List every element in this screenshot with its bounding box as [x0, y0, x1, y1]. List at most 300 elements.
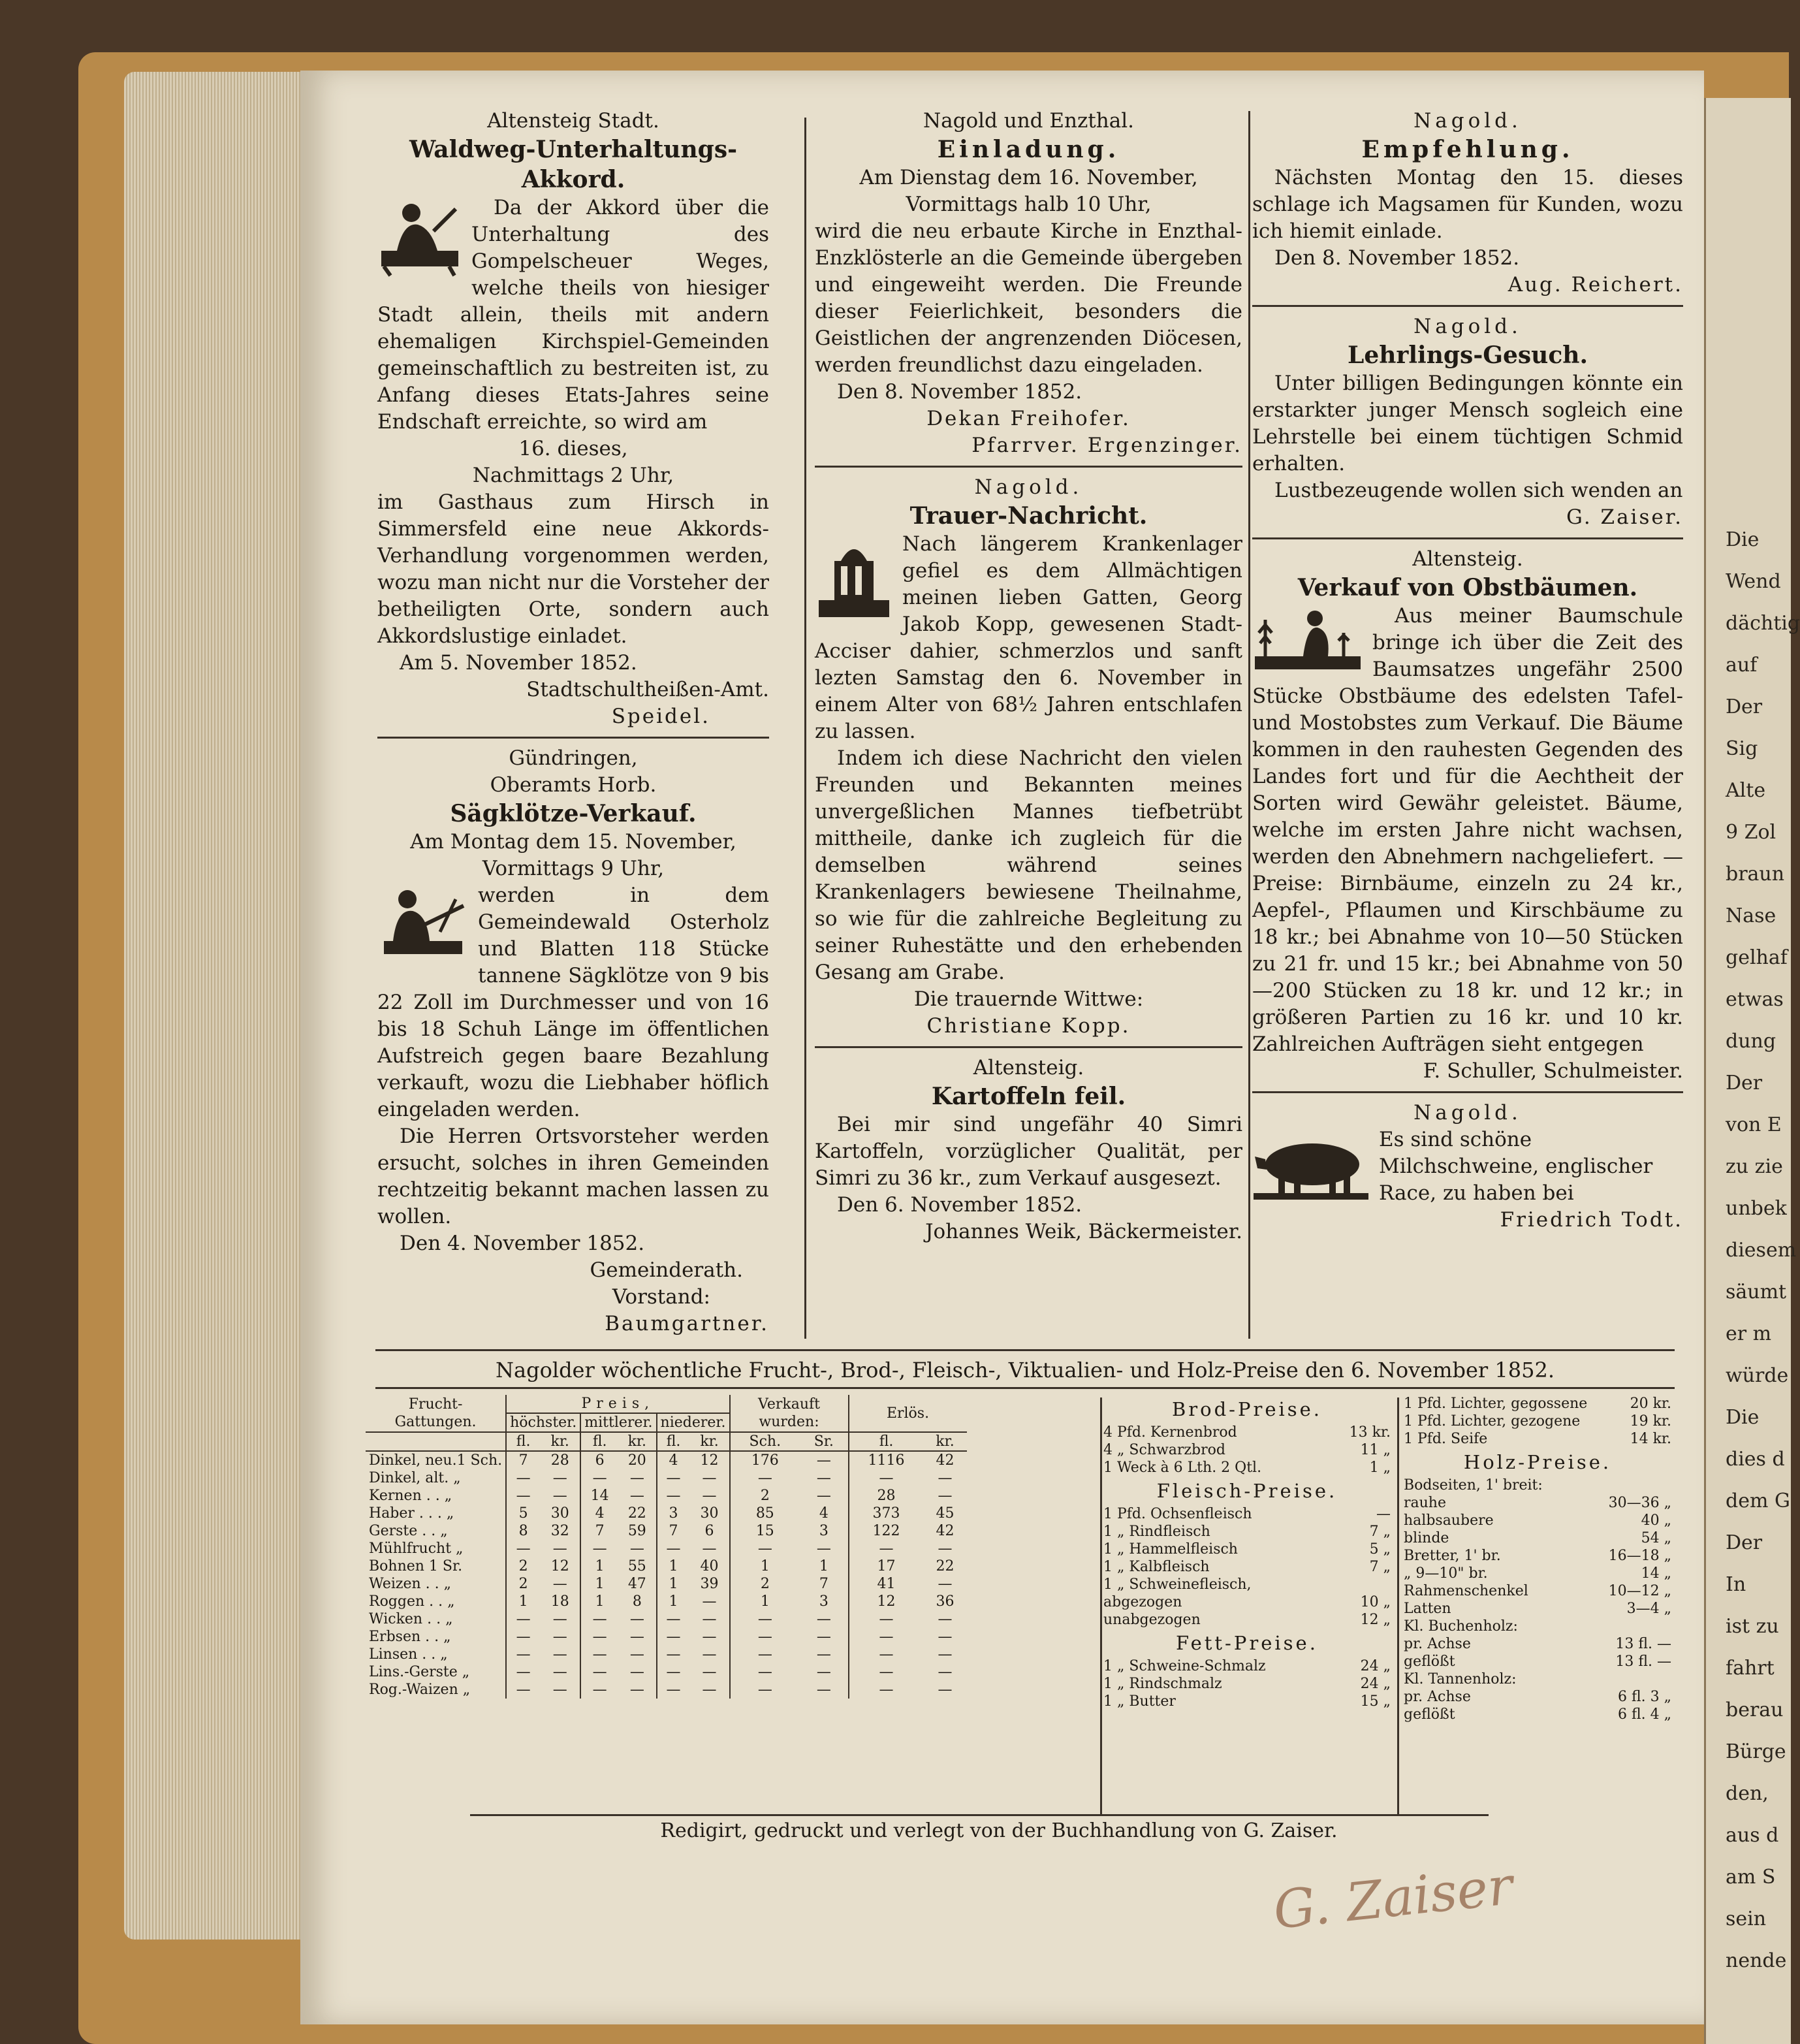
price-cell: 12 — [849, 1593, 924, 1610]
price-value: 7 „ — [1369, 1559, 1391, 1575]
market-heading: Nagolder wöchentliche Frucht-, Brod-, Fleisch-, Viktualien- und Holz-Preise den 6. November 1852. — [496, 1358, 1555, 1382]
unit-cell: Sr. — [800, 1432, 848, 1451]
price-cell: — — [629, 1664, 644, 1680]
price-cell: — — [730, 1628, 800, 1646]
price-cell: — — [657, 1646, 690, 1663]
table-row — [366, 1663, 967, 1681]
price-cell: — — [938, 1682, 953, 1698]
price-cell: — — [702, 1629, 717, 1645]
price-cell: — — [657, 1628, 690, 1646]
next-page-word: zu zie — [1726, 1155, 1783, 1178]
price-cell: 12 — [550, 1558, 569, 1574]
notice-body: Aus meiner Baumschule bringe ich über die Zeit des Baumsatzes ungefähr 2500 Stücke Obstbäume des edelsten Tafel- und Mostobstes zum Verkauf. Die Bäume kommen in den rauhesten Gegenden des Landes fort und für die Aechtheit der Sorten wird Gewähr geleistet. Bäume, welche im ersten Jahre nicht wachsen, werden den Abnehmern nachgeliefert. — Preise: Birnbäume, einzeln zu 24 kr., Aepfel-, Pflaumen und Kirschbäume zu 18 kr.; bei Abnahme von 10—50 Stücken zu 21 fr. und 15 kr.; bei Abnahme von 50—200 Stücken zu 18 kr. und 12 kr.; in größeren Partien zu 16 kr. und 10 kr. Zahlreichen Aufträgen sieht entgegen — [1252, 604, 1683, 1056]
price-value: 30—36 „ — [1608, 1495, 1671, 1511]
price-cell: 1 — [730, 1557, 800, 1575]
notice-title: Kartoffeln feil. — [931, 1083, 1126, 1110]
grain-name: Erbsen . . „ — [369, 1629, 451, 1645]
price-cell: — — [580, 1681, 618, 1699]
notice-dateline: Den 8. November 1852. — [837, 380, 1082, 404]
price-value: 12 „ — [1360, 1612, 1391, 1628]
table-row — [366, 1610, 967, 1628]
price-cell: 4 — [580, 1505, 618, 1522]
price-label: rauhe — [1404, 1495, 1446, 1511]
next-page-word: am S — [1726, 1866, 1776, 1889]
unit-cell: fl. — [580, 1432, 618, 1451]
next-page-word: Wend — [1726, 570, 1781, 593]
price-label: Bretter, 1' br. — [1404, 1548, 1501, 1564]
price-cell: — — [702, 1470, 717, 1486]
price-cell: — — [816, 1541, 831, 1557]
price-item — [1404, 1653, 1671, 1670]
table-row — [366, 1469, 967, 1487]
table-rule — [1100, 1397, 1102, 1815]
notice-time: Nachmittags 2 Uhr, — [472, 464, 674, 487]
next-page-word: unbek — [1726, 1197, 1787, 1220]
notice-office: Gemeinderath. — [590, 1258, 743, 1282]
price-value: 54 „ — [1641, 1530, 1671, 1546]
notice-body: wird die neu erbaute Kirche in Enzthal-Enzklösterle an die Gemeinde übergeben und eingeweiht werden. Die Freunde dieser Feierlichkeit, besonders die Geistlichen der angrenzenden Diöcesen, werden freundlichst dazu eingeladen. — [815, 219, 1242, 377]
holz-list — [1404, 1477, 1671, 1723]
price-cell: 40 — [700, 1558, 719, 1574]
notice-body: Nächsten Montag den 15. dieses schlage ich Magsamen für Kunden, wozu ich hiemit einlade. — [1252, 166, 1683, 243]
price-cell: 7 — [819, 1576, 829, 1592]
price-cell: 45 — [936, 1505, 955, 1522]
price-cell: — — [657, 1469, 690, 1487]
price-value: 24 „ — [1360, 1658, 1391, 1674]
grain-name: Dinkel, alt. „ — [369, 1470, 461, 1486]
price-cell: — — [938, 1646, 953, 1663]
price-cell: — — [702, 1664, 717, 1680]
notice-body: Es sind schöne Milchschweine, englischer Race, zu haben bei — [1379, 1128, 1653, 1205]
column-2 — [815, 108, 1242, 1245]
grain-name: Gerste . . „ — [369, 1523, 448, 1539]
price-cell: 18 — [550, 1593, 569, 1610]
price-cell: — — [657, 1610, 690, 1628]
price-item — [1103, 1675, 1391, 1693]
grain-name: Wicken . . „ — [369, 1611, 453, 1627]
notice-body-2: Lustbezeugende wollen sich wenden an — [1274, 479, 1683, 502]
price-label: geflößt — [1404, 1706, 1455, 1723]
price-cell: — — [506, 1646, 540, 1663]
price-cell: — — [702, 1682, 717, 1698]
handwritten-signature: G. Zaiser — [1271, 1855, 1516, 1941]
price-label: 4 Pfd. Kernenbrod — [1103, 1424, 1237, 1441]
price-cell: — — [580, 1663, 618, 1681]
price-label: 1 Pfd. Lichter, gegossene — [1404, 1396, 1588, 1412]
price-value: 1 „ — [1369, 1460, 1391, 1476]
next-page-word: er m — [1726, 1322, 1772, 1345]
price-value: 24 „ — [1360, 1676, 1391, 1692]
price-item — [1404, 1395, 1671, 1413]
notice-signature: Pfarrver. Ergenzinger. — [971, 434, 1242, 457]
divider — [1252, 537, 1683, 539]
price-cell: 2 — [730, 1575, 800, 1593]
next-page-word: diesem — [1726, 1239, 1797, 1262]
price-cell: — — [938, 1611, 953, 1627]
price-label: 1 „ Schweinefleisch, — [1103, 1576, 1252, 1593]
brod-list — [1103, 1424, 1391, 1477]
price-item — [1404, 1547, 1671, 1565]
table-row — [366, 1593, 967, 1610]
price-cell: 2 — [506, 1557, 540, 1575]
price-cell: 22 — [627, 1505, 646, 1522]
table-row — [366, 1522, 967, 1540]
price-cell: — — [552, 1629, 567, 1645]
table-rule — [1397, 1397, 1399, 1815]
notice-title: Empfehlung. — [1361, 136, 1574, 163]
price-value: 11 „ — [1360, 1442, 1391, 1458]
price-item — [1103, 1505, 1391, 1523]
unit-cell: kr. — [690, 1432, 730, 1451]
grain-name: Lins.-Gerste „ — [369, 1664, 470, 1680]
price-cell: — — [849, 1628, 924, 1646]
price-item — [1404, 1600, 1671, 1618]
price-cell: — — [938, 1576, 953, 1592]
unit-cell: kr. — [540, 1432, 580, 1451]
imprint: Redigirt, gedruckt und verlegt von der Buchhandlung von G. Zaiser. — [660, 1819, 1338, 1842]
price-item — [1404, 1529, 1671, 1547]
col-fruit: Frucht-Gattungen. — [366, 1395, 506, 1432]
price-cell: — — [506, 1487, 540, 1505]
price-cell: — — [506, 1663, 540, 1681]
funeral-urn-icon — [815, 535, 893, 620]
price-item — [1103, 1523, 1391, 1541]
price-cell: 42 — [936, 1452, 955, 1469]
food-prices — [1103, 1395, 1391, 1710]
price-cell: 3 — [819, 1523, 829, 1539]
price-item — [1404, 1565, 1671, 1582]
notice-text — [377, 195, 769, 436]
notice-body: Unter billigen Bedingungen könnte ein erstarkter junger Mensch sogleich eine Lehrstelle bei einem tüchtigen Schmid erhalten. — [1252, 372, 1683, 475]
price-value: 10 „ — [1360, 1594, 1391, 1610]
price-value: 13 kr. — [1349, 1424, 1391, 1441]
price-label: blinde — [1404, 1530, 1449, 1546]
price-label: Kl. Buchenholz: — [1404, 1618, 1518, 1635]
price-item — [1404, 1582, 1671, 1600]
price-value: 6 fl. 4 „ — [1617, 1706, 1671, 1723]
price-label: 4 „ Schwarzbrod — [1103, 1442, 1225, 1458]
price-item — [1404, 1688, 1671, 1706]
next-page-word: dies d — [1726, 1448, 1785, 1471]
price-cell: 17 — [849, 1557, 924, 1575]
price-cell: — — [552, 1541, 567, 1557]
price-value: 14 „ — [1641, 1565, 1671, 1582]
price-item — [1404, 1413, 1671, 1430]
price-cell: 1 — [657, 1575, 690, 1593]
price-cell: 3 — [657, 1505, 690, 1522]
column-rule-1 — [804, 118, 806, 1339]
price-cell: — — [816, 1629, 831, 1645]
price-cell: — — [938, 1488, 953, 1504]
price-cell: — — [506, 1610, 540, 1628]
price-cell: — — [552, 1646, 567, 1663]
price-cell: 176 — [730, 1451, 800, 1469]
table-row — [366, 1628, 967, 1646]
price-item — [1103, 1611, 1391, 1629]
table-row — [366, 1451, 967, 1469]
notice-body: Nach längerem Krankenlager gefiel es dem Allmächtigen meinen lieben Gatten, Georg Jakob Kopp, gewesenen Stadt-Acciser dahier, schmerzlos und sanft lezten Samstag den 6. November in einem Alter von 68½ Jahren entschlafen zu lassen. — [815, 532, 1242, 743]
notice-body: werden in dem Gemeindewald Osterholz und Blatten 118 Stücke tannene Sägklötze von 9 bis 22 Zoll im Durchmesser und von 16 bis 18 Schuh Länge im öffentlichen Aufstreich gegen baare Bezahlung verkauft, wozu die Liebhaber höflich eingeladen werden. — [377, 884, 769, 1121]
grain-name: Linsen . . „ — [369, 1646, 448, 1663]
price-cell: 47 — [627, 1576, 646, 1592]
next-page-word: In — [1726, 1573, 1746, 1596]
notice-place: Altensteig Stadt. — [487, 109, 659, 133]
notice-text — [815, 531, 1242, 745]
price-cell: — — [506, 1540, 540, 1557]
imprint-rule — [470, 1814, 1489, 1816]
price-cell: — — [702, 1488, 717, 1504]
table-head-rule — [375, 1387, 1675, 1389]
next-page-fragment — [1704, 98, 1800, 2044]
price-cell: — — [702, 1593, 717, 1610]
notice-place: Nagold. — [1413, 109, 1522, 133]
notice-title: Waldweg-Unterhaltungs-Akkord. — [409, 136, 738, 193]
next-page-word: Der — [1726, 1531, 1763, 1554]
price-value: 10—12 „ — [1608, 1583, 1671, 1599]
price-label: Latten — [1404, 1601, 1451, 1617]
divider — [815, 1046, 1242, 1048]
unit-cell: kr. — [618, 1432, 656, 1451]
notice-signature: G. Zaiser. — [1566, 505, 1683, 529]
price-cell: — — [938, 1470, 953, 1486]
notice-place: Nagold. — [1413, 315, 1522, 338]
price-item — [1404, 1430, 1671, 1448]
price-cell: — — [816, 1611, 831, 1627]
next-page-word: würde — [1726, 1364, 1789, 1387]
notice-place: Nagold. — [974, 475, 1083, 499]
notice-signature: Dekan Freihofer. — [926, 407, 1131, 430]
next-page-word: nende — [1726, 1949, 1787, 1972]
fleisch-list — [1103, 1505, 1391, 1629]
notice-place: Altensteig. — [973, 1056, 1084, 1079]
price-cell: 85 — [730, 1505, 800, 1522]
next-page-word: gelhaf — [1726, 946, 1788, 969]
price-label: 1 „ Rindschmalz — [1103, 1676, 1222, 1692]
price-cell: 6 — [580, 1451, 618, 1469]
notice-body-2: Indem ich diese Nachricht den vielen Freunden und Bekannten meines unvergeßlichen Mannes tiefbetrübt mittheile, danke ich zugleich für die demselben während seines Krankenlagers bewiesene Theilnahme, so wie für die zahlreiche Begleitung zu seiner Ruhestätte und den erhebenden Gesang am Grabe. — [815, 746, 1242, 984]
price-cell: — — [849, 1646, 924, 1663]
next-page-word: Alte — [1726, 779, 1766, 802]
notice-signature: Johannes Weik, Bäckermeister. — [925, 1220, 1242, 1243]
grain-name: Dinkel, neu.1 Sch. — [369, 1452, 503, 1469]
next-page-word: fahrt — [1726, 1657, 1775, 1680]
unit-cell: fl. — [657, 1432, 690, 1451]
col-price: Preis, — [506, 1395, 729, 1413]
notice-signature: Die trauernde Wittwe: — [913, 987, 1144, 1011]
holz-heading: Holz-Preise. — [1463, 1451, 1612, 1473]
price-cell: — — [816, 1646, 831, 1663]
price-item — [1103, 1693, 1391, 1710]
price-cell: 59 — [627, 1523, 646, 1539]
table-row — [366, 1505, 967, 1522]
notice-body-2: im Gasthaus zum Hirsch in Simmersfeld eine neue Akkords-Verhandlung vorgenommen werden, wozu man nicht nur die Vorsteher der betheiligten Orte, sondern auch Akkordslustige einladet. — [377, 490, 769, 648]
price-cell: 30 — [550, 1505, 569, 1522]
next-page-word: auf — [1726, 654, 1758, 677]
price-cell: 36 — [936, 1593, 955, 1610]
price-cell: — — [552, 1664, 567, 1680]
notice-dateline: Den 6. November 1852. — [837, 1193, 1082, 1217]
price-cell: — — [629, 1629, 644, 1645]
price-cell: — — [849, 1540, 924, 1557]
price-label: 1 Pfd. Seife — [1404, 1431, 1488, 1447]
price-item — [1404, 1512, 1671, 1529]
price-item — [1103, 1541, 1391, 1558]
next-page-word: berau — [1726, 1699, 1784, 1721]
notice-signature: F. Schuller, Schulmeister. — [1423, 1059, 1683, 1083]
price-cell: 1 — [580, 1593, 618, 1610]
price-cell: — — [938, 1629, 953, 1645]
price-value: 6 fl. 3 „ — [1617, 1689, 1671, 1705]
grain-name: Haber . . . „ — [369, 1505, 454, 1522]
price-cell: 5 — [506, 1505, 540, 1522]
notice-place: Nagold und Enzthal. — [923, 109, 1134, 133]
fett-list — [1103, 1657, 1391, 1710]
price-value: 3—4 „ — [1626, 1601, 1671, 1617]
price-item — [1103, 1558, 1391, 1576]
price-label: 1 Weck à 6 Lth. 2 Qtl. — [1103, 1460, 1262, 1476]
price-item — [1103, 1657, 1391, 1675]
price-cell: — — [506, 1628, 540, 1646]
notice-place: Gündringen, — [509, 746, 638, 770]
price-cell: — — [730, 1646, 800, 1663]
notice-title: Einladung. — [937, 136, 1120, 163]
price-value: — — [1376, 1506, 1391, 1522]
price-value: 20 kr. — [1630, 1396, 1671, 1412]
price-cell: — — [702, 1611, 717, 1627]
price-cell: — — [552, 1576, 567, 1592]
next-page-word: 9 Zol — [1726, 821, 1776, 844]
divider — [815, 466, 1242, 468]
grain-name: Roggen . . „ — [369, 1593, 455, 1610]
next-page-word: Sig — [1726, 737, 1758, 760]
price-cell: 1 — [730, 1593, 800, 1610]
table-row — [366, 1575, 967, 1593]
next-page-word: von E — [1726, 1113, 1782, 1136]
price-item — [1404, 1670, 1671, 1688]
table-row — [366, 1646, 967, 1663]
price-cell: — — [730, 1681, 800, 1699]
notice-dateline: Am 5. November 1852. — [400, 651, 637, 675]
fleisch-heading: Fleisch-Preise. — [1156, 1480, 1338, 1502]
price-cell: 41 — [849, 1575, 924, 1593]
col-proceeds: Erlös. — [849, 1395, 967, 1432]
price-cell: — — [702, 1541, 717, 1557]
price-cell: — — [657, 1540, 690, 1557]
price-label: 1 Pfd. Lichter, gezogene — [1404, 1413, 1581, 1429]
price-label: unabgezogen — [1103, 1612, 1201, 1628]
price-cell: — — [730, 1663, 800, 1681]
next-page-word: dächtig — [1726, 612, 1800, 635]
price-cell: 2 — [730, 1487, 800, 1505]
price-cell: — — [629, 1541, 644, 1557]
notice-time: Vormittags 9 Uhr, — [482, 857, 665, 880]
notice-place: Nagold. — [1413, 1101, 1522, 1125]
price-cell: 1116 — [849, 1451, 924, 1469]
price-item — [1103, 1593, 1391, 1611]
price-cell: — — [702, 1646, 717, 1663]
notice-signature: Aug. Reichert. — [1508, 273, 1683, 296]
next-page-word: Nase — [1726, 904, 1776, 927]
next-page-word: braun — [1726, 863, 1785, 886]
price-cell: — — [816, 1488, 831, 1504]
unit-cell: Sch. — [730, 1432, 800, 1451]
notice-body: Bei mir sind ungefähr 40 Simri Kartoffeln, vorzüglicher Qualität, per Simri zu 36 kr., zum Verkauf ausgesezt. — [815, 1113, 1242, 1190]
grain-name: Rog.-Waizen „ — [369, 1682, 471, 1698]
price-cell: 30 — [700, 1505, 719, 1522]
notice-dateline: Den 8. November 1852. — [1274, 246, 1520, 270]
notice-district: Oberamts Horb. — [490, 773, 657, 797]
price-cell: 55 — [627, 1558, 646, 1574]
price-cell: — — [657, 1681, 690, 1699]
price-label: geflößt — [1404, 1653, 1455, 1670]
price-label: Kl. Tannenholz: — [1404, 1671, 1517, 1687]
notice-date: Am Montag dem 15. November, — [410, 830, 736, 854]
next-page-word: ist zu — [1726, 1615, 1779, 1638]
price-cell: 122 — [849, 1522, 924, 1540]
price-cell: — — [657, 1663, 690, 1681]
price-cell: 4 — [657, 1451, 690, 1469]
price-cell: 12 — [700, 1452, 719, 1469]
notice-date: Am Dienstag dem 16. November, — [859, 166, 1198, 189]
price-value: 16—18 „ — [1608, 1548, 1671, 1564]
price-value: 40 „ — [1641, 1512, 1671, 1529]
table-row — [366, 1487, 967, 1505]
unit-cell: kr. — [924, 1432, 967, 1451]
price-label: pr. Achse — [1404, 1689, 1471, 1705]
column-3 — [1252, 108, 1683, 1234]
price-cell: — — [816, 1452, 831, 1469]
price-item — [1404, 1706, 1671, 1723]
price-cell: 14 — [580, 1487, 618, 1505]
brod-heading: Brod-Preise. — [1171, 1398, 1323, 1420]
price-cell: 1 — [580, 1575, 618, 1593]
grain-name: Kernen . . „ — [369, 1488, 452, 1504]
price-item — [1103, 1424, 1391, 1441]
divider — [1252, 305, 1683, 307]
price-cell: 28 — [550, 1452, 569, 1469]
notice-date: 16. dieses, — [518, 437, 628, 460]
price-cell: — — [629, 1682, 644, 1698]
price-value: 15 „ — [1360, 1693, 1391, 1710]
column-rule-2 — [1248, 111, 1250, 1339]
table-row — [366, 1540, 967, 1557]
price-label: „ 9—10" br. — [1404, 1565, 1488, 1582]
price-label: 1 „ Schweine-Schmalz — [1103, 1658, 1266, 1674]
price-cell: — — [629, 1611, 644, 1627]
notice-place: Altensteig. — [1412, 547, 1523, 571]
price-cell: 1 — [819, 1558, 829, 1574]
next-page-word: sein — [1726, 1908, 1767, 1930]
next-page-word: Die — [1726, 528, 1760, 551]
grain-name: Mühlfrucht „ — [369, 1541, 464, 1557]
price-cell: 15 — [730, 1522, 800, 1540]
notice-signature: Speidel. — [611, 705, 710, 728]
notice-signature: Friedrich Todt. — [1500, 1208, 1683, 1232]
price-cell: 8 — [632, 1593, 642, 1610]
price-label: Rahmenschenkel — [1404, 1583, 1528, 1599]
notice-title: Trauer-Nachricht. — [909, 502, 1148, 530]
price-cell: 7 — [506, 1451, 540, 1469]
notice-body-2: Die Herren Ortsvorsteher werden ersucht, solches in ihren Gemeinden rechtzeitig bekannt machen lassen zu wollen. — [377, 1125, 769, 1228]
price-label: abgezogen — [1103, 1594, 1182, 1610]
price-cell: — — [849, 1469, 924, 1487]
price-item — [1404, 1618, 1671, 1635]
next-page-word: aus d — [1726, 1824, 1779, 1847]
price-cell: — — [816, 1470, 831, 1486]
price-cell: — — [552, 1682, 567, 1698]
price-cell: 6 — [704, 1523, 714, 1539]
price-cell: — — [552, 1470, 567, 1486]
